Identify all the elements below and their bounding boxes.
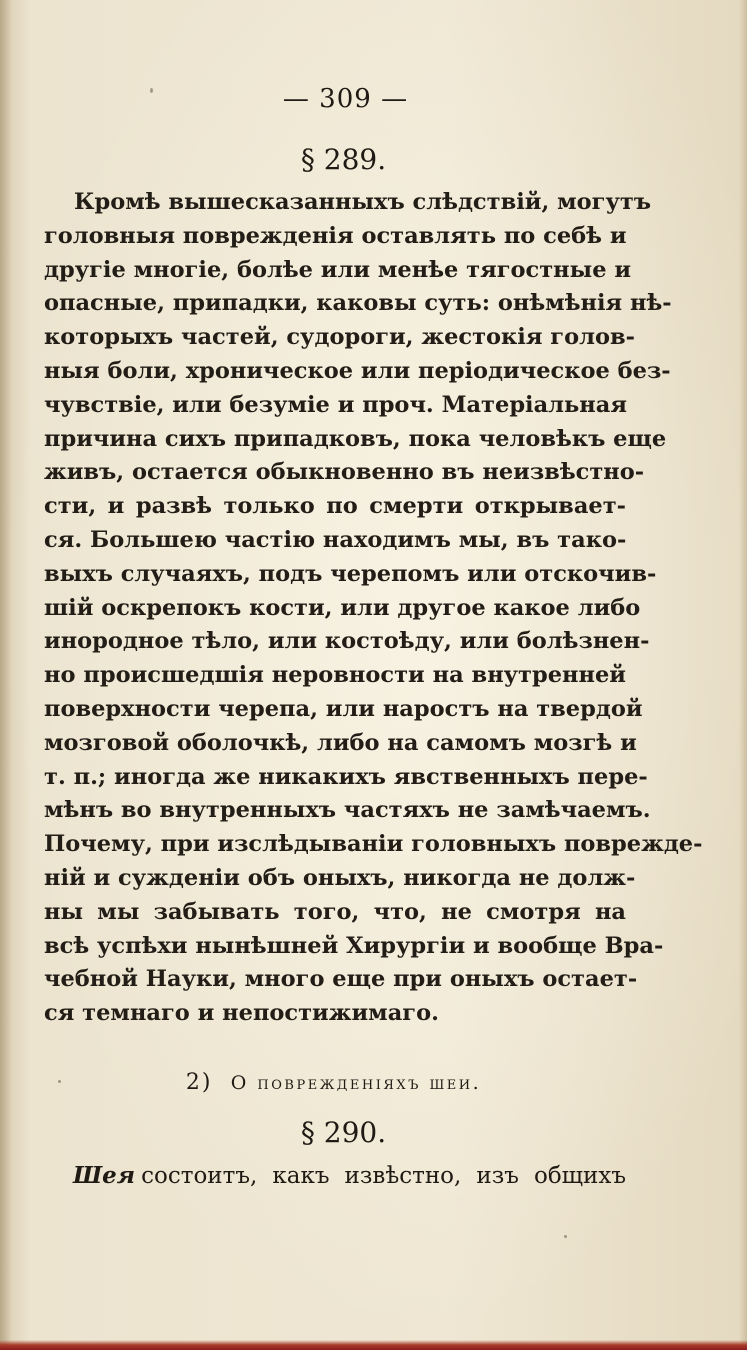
text-line: мозговой оболочкѣ, либо на самомъ мозгѣ и (44, 729, 637, 756)
text-line: которыхъ частей, судороги, жестокія голов- (44, 324, 635, 351)
text-line: опасные, припадки, каковы суть: онѣмѣнія нѣ- (44, 290, 672, 317)
text-line: причина сихъ припадковъ, пока человѣкъ еще (44, 425, 667, 452)
section-number-290: § 290. (300, 1116, 387, 1149)
text-line: мѣнъ во внутренныхъ частяхъ не замѣчаемъ. (44, 797, 651, 824)
text-line: ны мы забывать того, что, не смотря на (44, 898, 626, 925)
text-line: выхъ случаяхъ, подъ черепомъ или отскочив- (44, 560, 657, 587)
binding-edge (0, 1340, 747, 1350)
text-line: головныя поврежденія оставлять по себѣ и (44, 222, 627, 249)
text-line: чувствіе, или безуміе и проч. Матеріальная (44, 391, 627, 418)
text-line: инородное тѣло, или костоѣду, или болѣзнен- (44, 628, 650, 655)
subheading-title: О поврежденіяхъ шеи. (230, 1072, 482, 1094)
text-line: но происшедшія неровности на внутренней (44, 662, 626, 689)
text-line: шій оскрепокъ кости, или другое какое либо (44, 594, 641, 621)
text-line: всѣ успѣхи нынѣшней Хирургіи и вообще Вра- (44, 932, 664, 959)
page-number: — 309 — (282, 84, 409, 114)
text-line: другіе многіе, болѣе или менѣе тягостные и (44, 256, 632, 283)
section-number-289: § 289. (300, 143, 387, 176)
text-line: Кромѣ вышесказанныхъ слѣдствій, могутъ (74, 189, 652, 215)
paragraph-289 (44, 186, 703, 1031)
text-line: живъ, остается обыкновенно въ неизвѣстно- (44, 459, 645, 486)
paragraph-290-text: состоитъ, какъ извѣстно, изъ общихъ (141, 1163, 626, 1189)
subheading-neck-injuries (0, 1070, 707, 1095)
text-line: ній и сужденіи объ оныхъ, никогда не долж- (44, 864, 636, 891)
subheading-number: 2) (185, 1070, 213, 1095)
paper-speck (564, 1235, 567, 1238)
emphasized-word: Шея (73, 1162, 136, 1189)
text-line: ся. Большею частію находимъ мы, въ тако- (44, 526, 627, 553)
text-line: чебной Науки, много еще при оныхъ остает- (44, 966, 638, 993)
text-line: поверхности черепа, или наростъ на твердой (44, 695, 643, 722)
text-line: ся темнаго и непостижимаго. (44, 1000, 439, 1027)
text-line: ныя боли, хроническое или періодическое без- (44, 357, 671, 384)
text-line: Почему, при изслѣдываніи головныхъ поврежде- (44, 831, 703, 858)
text-line: т. п.; иногда же никакихъ явственныхъ пере- (44, 763, 648, 790)
page-edge-shadow (739, 0, 747, 1350)
text-line: сти, и развѣ только по смерти открывает- (44, 493, 626, 520)
paragraph-290-first-line (73, 1159, 626, 1193)
